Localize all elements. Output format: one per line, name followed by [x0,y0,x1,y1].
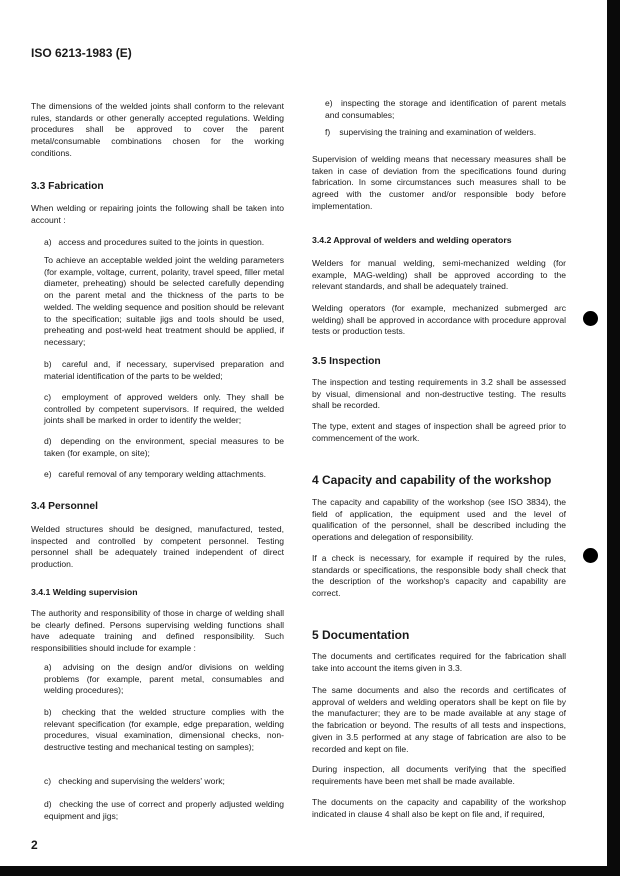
list-text: checking that the welded structure complies with the relevant specification (for example, edge preparation, welding procedures, visual examination, dimensional checks, non-destructive testing and mechanical testing on samples); [44,707,284,753]
inspection-paragraph-1: The inspection and testing requirements in 3.2 shall be assessed by visual, dimensional and non-destructive testing. The results shall be recorded. [312,377,566,411]
list-text: checking the use of correct and properly adjusted welding equipment and jigs; [44,799,285,821]
heading-3-3: 3.3 Fabrication [31,181,104,192]
heading-3-4: 3.4 Personnel [31,501,98,512]
list-label: b) [44,359,52,369]
heading-3-4-1: 3.4.1 Welding supervision [31,587,138,597]
list-text: checking and supervising the welders' work; [58,776,225,786]
list-text: careful removal of any temporary welding attachments. [58,469,266,479]
list-text: advising on the design and/or divisions on welding problems (for example, parent metal, consumables and welding procedures); [44,662,285,696]
list-label: d) [44,436,52,446]
documentation-paragraph-4: The documents on the capacity and capability of the workshop indicated in clause 4 shall also be kept on file and, if required, [312,797,566,819]
list-item [44,799,284,822]
heading-3-5: 3.5 Inspection [312,356,381,367]
list-item-paragraph: To achieve an acceptable welded joint the welding parameters (for example, voltage, current, polarity, travel speed, filler metal diameter, preheating) should be selected carefully depending on the parent metal and the thickness of the parts to be welded. The welding sequence and position should be relevant to the specification; suitable jigs and tools should be used, preheating and post-weld heat treatment should be applied, if necessary; [44,255,284,347]
scan-edge-bottom [0,866,620,876]
list-label: e) [325,98,333,108]
list-text: careful and, if necessary, supervised preparation and material identification of the parts to be welded; [44,359,285,381]
list-text: access and procedures suited to the joints in question. [58,237,265,247]
list-item [44,662,284,697]
list-item [325,98,566,121]
page-number: 2 [31,838,38,852]
list-item [44,392,284,427]
list-item [44,359,284,382]
list-label: b) [44,707,52,717]
supervision-meaning-paragraph: Supervision of welding means that necessary measures shall be taken in case of deviation from the specifications found during fabrication. In some circumstances such measures shall to be agreed with the customer and/or responsible body before implementation. [312,154,566,211]
personnel-paragraph: Welded structures should be designed, manufactured, tested, inspected and controlled by competent personnel. Testing personnel shall be adequately trained independent of direct production. [31,524,284,570]
list-text: supervising the training and examination of welders. [339,127,537,137]
operators-paragraph: Welding operators (for example, mechanized submerged arc welding) shall be approved in accordance with procedure approval tests or production tests. [312,303,566,337]
list-item [44,436,284,459]
list-text: employment of approved welders only. They shall be controlled by competent supervisors. If required, the welded joints shall be marked in order to identify the welder; [44,392,284,426]
documentation-paragraph-2: The same documents and also the records and certificates of approval of welders and welding operators shall be kept on file by the manufacturer; they are to be made available at any stage of the fabrication or beyond. The results of all tests and inspections, given in 3.5 performed at any stage of fabrication are also to be recorded and kept on file. [312,685,566,754]
list-item [325,127,566,139]
capacity-paragraph-2: If a check is necessary, for example if required by the rules, standards or specifications, the responsible body shall check that the description of the workshop's capacity and capability are correct. [312,553,566,599]
capacity-paragraph-1: The capacity and capability of the workshop (see ISO 3834), the field of application, the equipment used and the level of qualification of the personnel, shall be described including the operations and delegation of responsibility. [312,497,566,543]
list-label: d) [44,799,52,809]
heading-4: 4 Capacity and capability of the workshop [312,473,552,487]
list-item [44,237,284,249]
documentation-paragraph-3: During inspection, all documents verifying that the specified requirements have been met shall be made available. [312,764,566,786]
list-label: c) [44,392,52,402]
list-label: a) [44,237,52,247]
documentation-paragraph-1: The documents and certificates required for the fabrication shall take into account the items given in 3.3. [312,651,566,673]
welders-paragraph: Welders for manual welding, semi-mechanized welding (for example, MAG-welding) shall be approved according to the relevant standards, and shall be adequately trained. [312,258,566,292]
list-label: e) [44,469,52,479]
intro-paragraph: The dimensions of the welded joints shall conform to the relevant rules, standards or other generally accepted regulations. Welding procedures shall be approved to cover the parent metal/consumable combinations chosen for the working conditions. [31,101,284,158]
change-marker-bullet-icon [583,311,598,326]
list-label: f) [325,127,331,137]
list-label: a) [44,662,52,672]
inspection-paragraph-2: The type, extent and stages of inspection shall be agreed prior to commencement of the work. [312,421,566,443]
list-item [44,469,284,481]
supervision-paragraph: The authority and responsibility of those in charge of welding shall be clearly defined. Persons supervising welding functions shall have adequate training and defined responsibility. Such responsibilities should include for example : [31,608,284,654]
list-item [44,707,284,754]
change-marker-bullet-icon [583,548,598,563]
document-id-header: ISO 6213-1983 (E) [31,46,132,60]
list-text: depending on the environment, special measures to be taken (for example, on site); [44,436,285,458]
heading-5: 5 Documentation [312,628,410,642]
heading-3-4-2: 3.4.2 Approval of welders and welding operators [312,235,512,245]
list-text: inspecting the storage and identification of parent metals and consumables; [325,98,567,120]
list-label: c) [44,776,52,786]
scan-edge-right [607,0,620,876]
list-item [44,776,284,788]
fabrication-lead: When welding or repairing joints the following shall be taken into account : [31,203,284,225]
